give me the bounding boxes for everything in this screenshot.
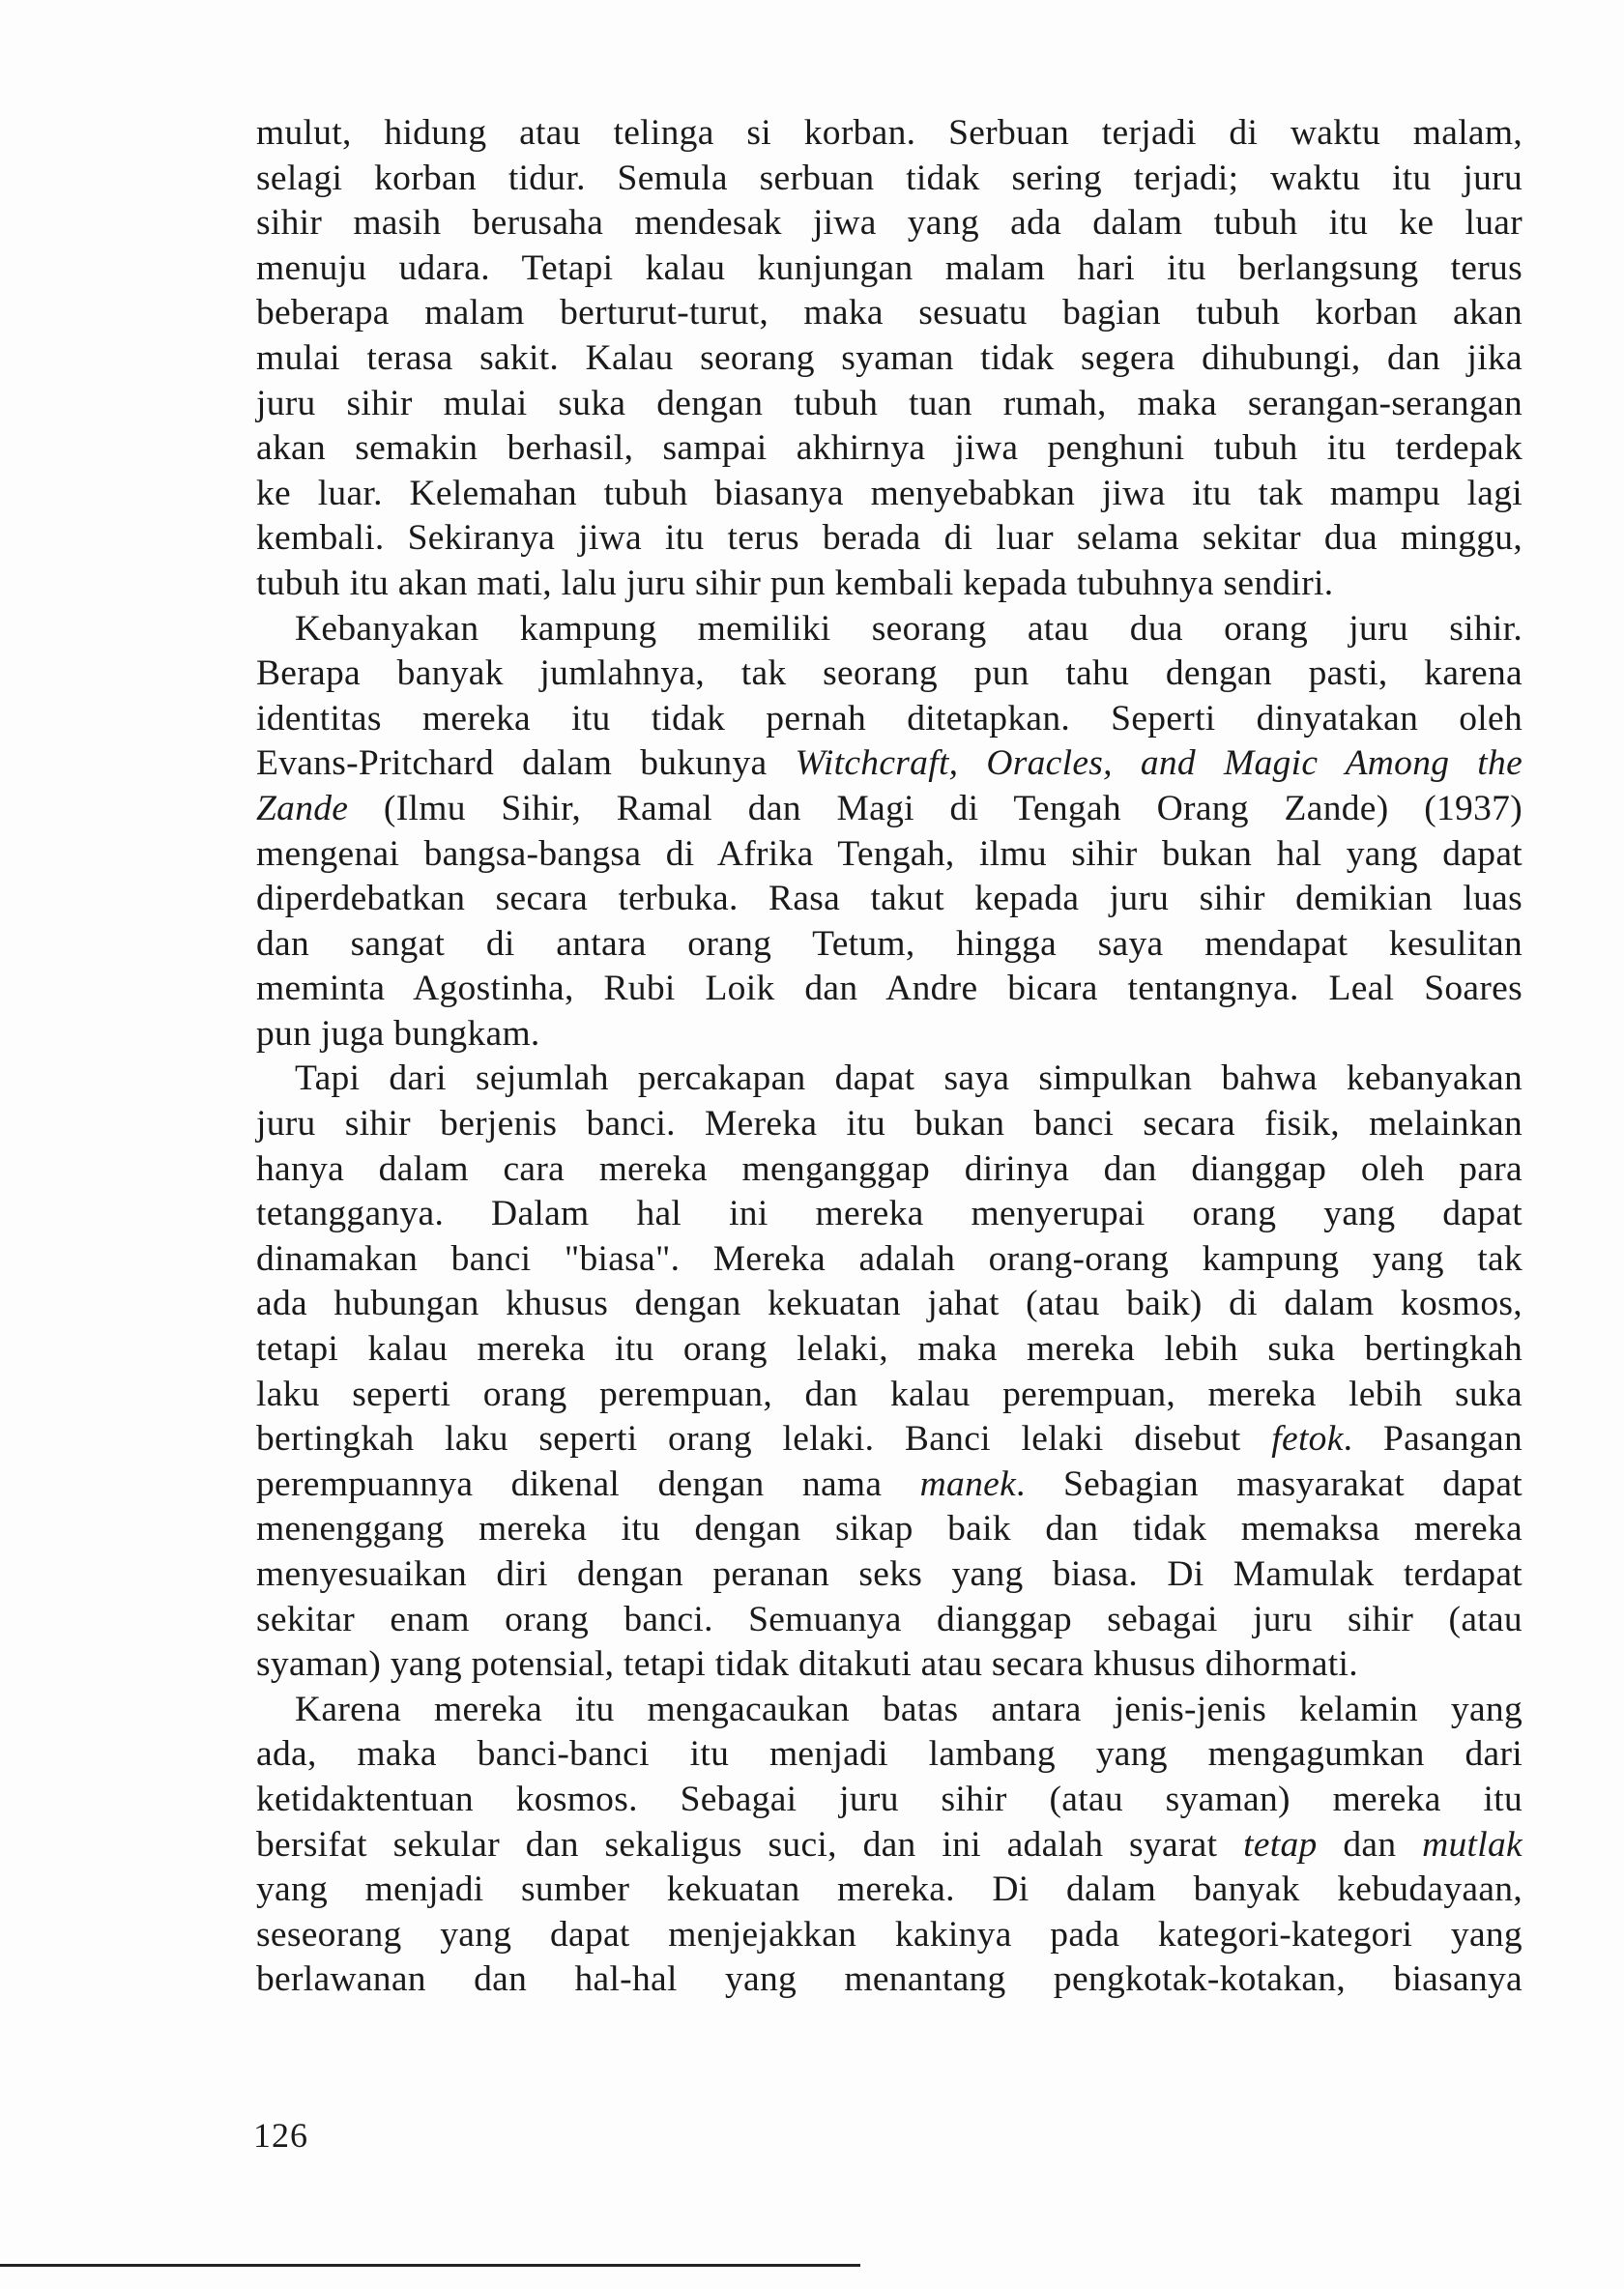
paragraph-2 (256, 607, 1522, 1058)
text-line: Berapa banyak jumlahnya, tak seorang pun tahu dengan pasti, karena (256, 653, 1522, 694)
text-line: tetapi kalau mereka itu orang lelaki, maka mereka lebih suka bertingkah (256, 1329, 1522, 1370)
text-line: selagi korban tidur. Semula serbuan tidak sering terjadi; waktu itu juru (256, 158, 1522, 198)
text-line: sihir masih berusaha mendesak jiwa yang ada dalam tubuh itu ke luar (256, 203, 1522, 244)
text-run: (Ilmu Sihir, Ramal dan Magi di Tengah Orang Zande) (1937) (348, 788, 1522, 828)
text-line: juru sihir mulai suka dengan tubuh tuan rumah, maka serangan-serangan (256, 383, 1522, 423)
text-line-with-title (256, 787, 1522, 832)
text-line: menyesuaikan diri dengan peranan seks yang biasa. Di Mamulak terdapat (256, 1554, 1522, 1594)
text-line: ada hubungan khusus dengan kekuatan jahat (atau baik) di dalam kosmos, (256, 1284, 1522, 1324)
term-italic: manek (919, 1463, 1017, 1504)
text-line: Karena mereka itu mengacaukan batas antara jenis-jenis kelamin yang (295, 1689, 1522, 1729)
paragraph-3 (256, 1057, 1522, 1687)
text-line: menuju udara. Tetapi kalau kunjungan malam hari itu berlangsung terus (256, 247, 1522, 288)
book-title-italic: Zande (256, 788, 349, 828)
text-run: bertingkah laku seperti orang lelaki. Banci lelaki disebut (256, 1419, 1272, 1460)
text-line: identitas mereka itu tidak pernah ditetapkan. Seperti dinyatakan oleh (256, 698, 1522, 739)
book-title-italic: Witchcraft, Oracles, and Magic Among the (795, 743, 1523, 784)
text-run: Evans-Pritchard dalam bukunya (256, 743, 796, 784)
text-line: juru sihir berjenis banci. Mereka itu bukan banci secara fisik, melainkan (256, 1104, 1522, 1144)
text-line: yang menjadi sumber kekuatan mereka. Di dalam banyak kebudayaan, (256, 1869, 1522, 1910)
text-line: laku seperti orang perempuan, dan kalau perempuan, mereka lebih suka (256, 1374, 1522, 1414)
paragraph-1 (256, 111, 1522, 607)
text-line: menenggang mereka itu dengan sikap baik dan tidak memaksa mereka (256, 1509, 1522, 1550)
text-line-with-term (256, 1823, 1522, 1869)
text-line-with-term (256, 1463, 1522, 1508)
text-line: seseorang yang dapat menjejakkan kakinya pada kategori-kategori yang (256, 1914, 1522, 1955)
paragraph-4 (256, 1688, 1522, 2003)
text-line: mulai terasa sakit. Kalau seorang syaman tidak segera dihubungi, dan jika (256, 337, 1522, 378)
term-italic: fetok (1271, 1419, 1344, 1460)
text-run: . Pasangan (1343, 1419, 1522, 1460)
text-run: perempuannya dikenal dengan nama (256, 1463, 920, 1504)
text-line: mulut, hidung atau telinga si korban. Serbuan terjadi di waktu malam, (256, 113, 1522, 153)
text-line: ketidaktentuan kosmos. Sebagai juru sihir (atau syaman) mereka itu (256, 1779, 1522, 1819)
term-italic: mutlak (1422, 1824, 1522, 1865)
text-line: ada, maka banci-banci itu menjadi lambang yang mengagumkan dari (256, 1734, 1522, 1775)
text-line: diperdebatkan secara terbuka. Rasa takut kepada juru sihir demikian luas (256, 879, 1522, 919)
text-line: ke luar. Kelemahan tubuh biasanya menyebabkan jiwa itu tak mampu lagi (256, 473, 1522, 513)
text-line: kembali. Sekiranya jiwa itu terus berada di luar selama sekitar dua minggu, (256, 518, 1522, 559)
text-line: pun juga bungkam. (256, 1013, 540, 1054)
text-line-with-term (256, 1417, 1522, 1463)
text-line: Kebanyakan kampung memiliki seorang atau dua orang juru sihir. (295, 608, 1522, 649)
text-run: . Sebagian masyarakat dapat (1016, 1463, 1522, 1504)
text-line-with-title (256, 741, 1522, 787)
body-text (256, 111, 1522, 2003)
text-line: sekitar enam orang banci. Semuanya dianggap sebagai juru sihir (atau (256, 1599, 1522, 1639)
text-line: meminta Agostinha, Rubi Loik dan Andre bicara tentangnya. Leal Soares (256, 969, 1522, 1009)
text-line: tubuh itu akan mati, lalu juru sihir pun kembali kepada tubuhnya sendiri. (256, 563, 1334, 603)
text-line: hanya dalam cara mereka menganggap dirinya dan dianggap oleh para (256, 1148, 1522, 1189)
text-line: beberapa malam berturut-turut, maka sesuatu bagian tubuh korban akan (256, 293, 1522, 333)
page-number: 126 (253, 2116, 308, 2155)
text-line: akan semakin berhasil, sampai akhirnya jiwa penghuni tubuh itu terdepak (256, 428, 1522, 469)
term-italic: tetap (1243, 1824, 1318, 1865)
text-line: mengenai bangsa-bangsa di Afrika Tengah, ilmu sihir bukan hal yang dapat (256, 833, 1522, 874)
text-line: berlawanan dan hal-hal yang menantang pengkotak-kotakan, biasanya (256, 1959, 1522, 2000)
text-line: dinamakan banci "biasa". Mereka adalah orang-orang kampung yang tak (256, 1238, 1522, 1279)
text-line: tetangganya. Dalam hal ini mereka menyerupai orang yang dapat (256, 1194, 1522, 1234)
text-line: Tapi dari sejumlah percakapan dapat saya simpulkan bahwa kebanyakan (295, 1058, 1522, 1099)
text-line: dan sangat di antara orang Tetum, hingga saya mendapat kesulitan (256, 923, 1522, 964)
text-run: dan (1317, 1824, 1423, 1865)
text-line: syaman) yang potensial, tetapi tidak ditakuti atau secara khusus dihormati. (256, 1644, 1358, 1685)
text-run: bersifat sekular dan sekaligus suci, dan ini adalah syarat (256, 1824, 1244, 1865)
scan-edge-rule (0, 2264, 860, 2267)
